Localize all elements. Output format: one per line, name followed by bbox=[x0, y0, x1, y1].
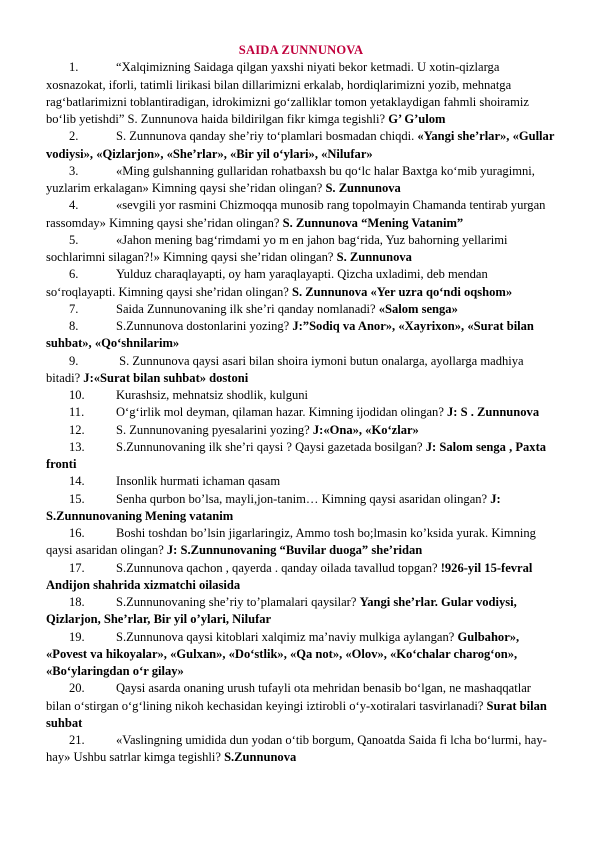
answer-text: J: Salom senga , Paxta fronti bbox=[46, 439, 547, 471]
question-number: 18. bbox=[69, 595, 85, 609]
question-item bbox=[46, 59, 556, 128]
question-item bbox=[46, 404, 556, 421]
question-text: Qaysi asarda onaning urush tufayli ota mehridan benasib bo‘lgan, ne mashaqqatlar bilan o‘stirgan o‘g‘lining nikoh kechasidan keyingi iztirobli o‘y-xotiralari tasvirlanadi? bbox=[46, 681, 531, 713]
question-text: «Ming gulshanning gullaridan rohatbaxsh bu qo‘lc halar Baxtga ko‘mib yuragimni, yuzlarim erkalagan» Kimning qaysi she’ridan olingan? bbox=[46, 163, 535, 195]
answer-text: «Salom senga» bbox=[378, 301, 458, 316]
question-item bbox=[46, 387, 556, 404]
question-number: 11. bbox=[69, 405, 85, 420]
question-item bbox=[46, 353, 556, 388]
question-text: Insonlik hurmati ichaman qasam bbox=[116, 474, 281, 489]
question-item bbox=[46, 197, 556, 232]
question-number: 21. bbox=[69, 733, 85, 747]
question-item bbox=[46, 491, 556, 526]
question-text: S. Zunnunovaning pyesalarini yozing? bbox=[116, 422, 310, 437]
question-number: 20. bbox=[69, 681, 85, 696]
question-number: 13. bbox=[69, 439, 85, 454]
question-text: “Xalqimizning Saidaga qilgan yaxshi niyati bekor ketmadi. U xotin-qizlarga xosnazokat, iforli, tatimli lirikasi bilan dillarimizni erkalab, hordiqlarimizni yozib, mehnatga rag‘batlarimizni toblantiradigan, idrokimizni go‘zalliklar tomon yetaklaydigan fahmli shoiramiz bo‘lib yetishdi” S. Zunnunova haida bildirilgan fikr kimga tegishli? bbox=[46, 60, 529, 126]
question-item bbox=[46, 232, 556, 267]
answer-text: Surat bilan suhbat bbox=[46, 698, 547, 730]
question-item bbox=[46, 266, 556, 301]
question-text: «Vaslingning umidida dun yodan o‘tib borgum, Qanoatda Saida fi lcha bo‘lurmi, hay-hay» Ushbu satrlar kimga tegishli? bbox=[46, 733, 547, 765]
answer-text: S. Zunnunova «Yer uzra qo‘ndi oqshom» bbox=[292, 284, 513, 299]
question-number: 2. bbox=[69, 129, 79, 144]
question-number: 7. bbox=[69, 301, 79, 316]
question-text: Saida Zunnunovaning ilk she’ri qanday nomlanadi? bbox=[116, 301, 376, 316]
question-item bbox=[46, 163, 556, 198]
answer-text: J: S . Zunnunova bbox=[447, 405, 540, 420]
document-page bbox=[46, 42, 556, 767]
question-number: 4. bbox=[69, 198, 79, 213]
question-item bbox=[46, 629, 556, 681]
question-item bbox=[46, 318, 556, 353]
question-item bbox=[46, 525, 556, 560]
question-text: Kurashsiz, mehnatsiz shodlik, kulguni bbox=[116, 388, 309, 402]
question-text: S.Zunnunova qaysi kitoblari xalqimiz ma’naviy mulkiga aylangan? bbox=[116, 629, 455, 644]
answer-text: J:«Surat bilan suhbat» dostoni bbox=[83, 370, 249, 385]
question-number: 14. bbox=[69, 474, 85, 489]
question-text: S.Zunnunovaning ilk she’ri qaysi ? Qaysi gazetada bosilgan? bbox=[116, 439, 423, 454]
question-item bbox=[46, 732, 556, 767]
question-text: Boshi toshdan bo’lsin jigarlaringiz, Ammo tosh bo;lmasin ko’ksida yurak. Kimning qaysi asaridan olingan? bbox=[46, 526, 536, 558]
question-text: Yulduz charaqlayapti, oy ham yaraqlayapti. Qizcha uxladimi, deb mendan so‘roqlayapti. Kimning qaysi she’ridan olingan? bbox=[46, 267, 488, 299]
answer-text: J:”Sodiq va Anor», «Xayrixon», «Surat bilan suhbat», «Qo‘shnilarim» bbox=[46, 319, 534, 351]
question-text: S.Zunnunova qachon , qayerda . qanday oilada tavallud topgan? bbox=[116, 560, 438, 575]
question-text: S.Zunnunovaning she’riy to’plamalari qaysilar? bbox=[116, 595, 357, 609]
answer-text: S.Zunnunova bbox=[224, 750, 297, 765]
question-number: 6. bbox=[69, 267, 79, 282]
answer-text: Yangi she’rlar. Gular vodiysi, Qizlarjon, She’rlar, Bir yil o’ylari, Nilufar bbox=[46, 595, 517, 627]
question-text: Senha qurbon bo’lsa, mayli,jon-tanim… Kimning qaysi asaridan olingan? bbox=[116, 491, 488, 506]
question-number: 19. bbox=[69, 629, 85, 644]
answer-text: !926-yil 15-fevral Andijon shahrida xizmatchi oilasida bbox=[46, 560, 533, 592]
question-number: 16. bbox=[69, 526, 85, 540]
answer-text: J: S.Zunnunovaning “Buvilar duoga” she’ridan bbox=[166, 543, 423, 558]
question-number: 8. bbox=[69, 319, 79, 333]
question-list bbox=[46, 59, 556, 766]
question-number: 10. bbox=[69, 388, 85, 402]
question-item bbox=[46, 680, 556, 732]
question-item bbox=[46, 301, 556, 318]
answer-text: J:«Ona», «Ko‘zlar» bbox=[312, 422, 419, 437]
document-title: SAIDA ZUNNUNOVA bbox=[238, 43, 364, 57]
answer-text: J: S.Zunnunovaning Mening vatanim bbox=[46, 491, 501, 523]
question-number: 17. bbox=[69, 560, 85, 575]
question-text: S. Zunnunova qaysi asari bilan shoira iymoni butun onalarga, ayollarga madhiya bitadi? bbox=[46, 353, 524, 385]
question-text: O‘g‘irlik mol deyman, qilaman hazar. Kimning ijodidan olingan? bbox=[116, 405, 444, 420]
answer-text: Gulbahor», «Povest va hikoyalar», «Gulxan», «Do‘stlik», «Qa not», «Olov», «Ko‘chalar charog‘on», «Bo‘ylaringdan o‘r gilay» bbox=[46, 629, 520, 678]
question-number: 9. bbox=[69, 353, 79, 368]
question-number: 3. bbox=[69, 163, 79, 178]
question-text: «sevgili yor rasmini Chizmoqqa munosib rang topolmayin Chamanda tentirab yurgan rassomday» Kimning qaysi she’ridan olingan? bbox=[46, 198, 546, 230]
answer-text: S. Zunnunova bbox=[336, 250, 412, 264]
question-text: S.Zunnunova dostonlarini yozing? bbox=[116, 319, 290, 333]
question-item bbox=[46, 422, 556, 439]
question-item bbox=[46, 473, 556, 490]
answer-text: S. Zunnunova bbox=[325, 181, 401, 195]
question-item bbox=[46, 128, 556, 163]
question-text: S. Zunnunova qanday she’riy to‘plamlari bosmadan chiqdi. bbox=[116, 129, 415, 144]
question-number: 15. bbox=[69, 491, 85, 506]
question-number: 12. bbox=[69, 422, 85, 437]
answer-text: «Yangi she’rlar», «Gullar vodiysi», «Qizlarjon», «She’rlar», «Bir yil o‘ylari», «Nilufar» bbox=[46, 129, 555, 161]
question-number: 5. bbox=[69, 232, 79, 247]
answer-text: G’ G’ulom bbox=[388, 112, 446, 126]
question-item bbox=[46, 560, 556, 595]
question-text: «Jahon mening bag‘rimdami yo m en jahon bag‘rida, Yuz bahorning yellarimi sochlarimni silagan?!» Kimning qaysi she’ridan olingan? bbox=[46, 232, 508, 264]
answer-text: S. Zunnunova “Mening Vatanim” bbox=[282, 215, 464, 230]
question-item bbox=[46, 594, 556, 629]
question-number: 1. bbox=[69, 60, 79, 75]
question-item bbox=[46, 439, 556, 474]
